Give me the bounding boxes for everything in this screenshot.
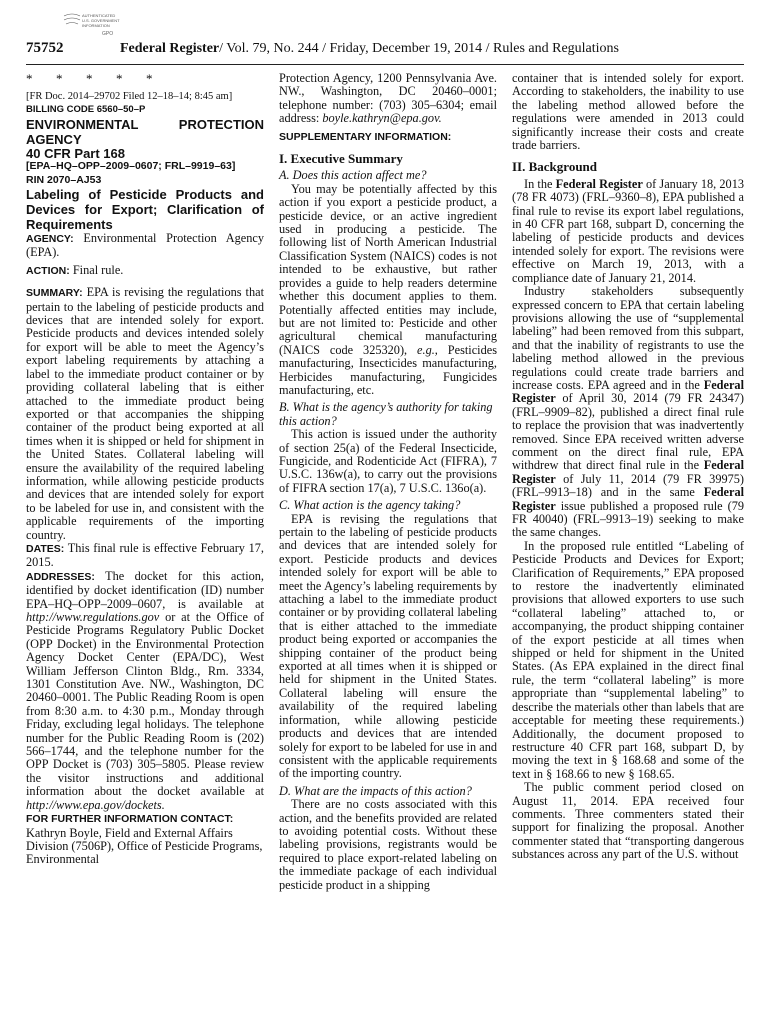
question-b: B. What is the agency’s authority for taking this action? xyxy=(279,400,493,428)
addresses-label: ADDRESSES: xyxy=(26,570,95,583)
paragraph-b: This action is issued under the authority of section 25(a) of the Federal Insecticide, Fungicide, and Rodenticide Act (FIFRA), 7 U.S.C. 136w(a), to carry out the provisions of FIFRA section 17(a), 7 U.S.C. 136o(a). xyxy=(279,427,497,495)
text: In the xyxy=(524,176,553,191)
docket-number: [EPA–HQ–OPP–2009–0607; FRL–9919–63] xyxy=(26,160,236,173)
agency-heading: ENVIRONMENTAL PROTECTION AGENCY xyxy=(26,116,264,147)
star: * xyxy=(86,71,93,86)
billing-code: BILLING CODE 6560–50–P xyxy=(26,104,146,116)
contact-text: Kathryn Boyle, Field and External Affairs Division (7506P), Office of Pesticide Programs, Environmental xyxy=(26,825,263,867)
question-a: A. Does this action affect me? xyxy=(279,168,427,183)
dates-text: This final rule is effective February 17, 2015. xyxy=(26,540,264,570)
gpo-seal-logo xyxy=(58,8,120,38)
paragraph-d: There are no costs associated with this action, and the benefits provided are related to avoiding potential costs. Without these labeling provisions, registrants would be required to place export-related labeling on the immediate package of each individual pesticide product in a shipping xyxy=(279,797,497,892)
action-line xyxy=(26,264,264,278)
dates-paragraph xyxy=(26,542,264,570)
federal-register-ref: Federal Register xyxy=(512,458,744,486)
background-paragraph-2 xyxy=(512,285,744,540)
star: * xyxy=(116,71,123,86)
federal-register-ref: Federal Register xyxy=(512,377,744,406)
summary-label: SUMMARY: xyxy=(26,287,83,300)
supplementary-label: SUPPLEMENTARY INFORMATION: xyxy=(279,130,452,143)
header-title xyxy=(120,41,619,57)
regulations-link[interactable]: http://www.regulations.gov xyxy=(26,610,160,624)
summary-paragraph xyxy=(26,286,264,542)
section-heading-background: II. Background xyxy=(512,159,598,175)
star: * xyxy=(26,71,33,86)
column-1 xyxy=(26,72,264,867)
paragraph-a-text: You may be potentially affected by this action if you export a pesticide product, a pesticide device, or an active ingredient used in producing a pesticide. The following list of North American Industrial Classification System (NAICS) codes is not intended to be exhaustive, but rather provides a guide to help readers determine whether this document applies to them. Potentially affected entities may include, but are not limited to: Pesticide and other agricultural chemical manufacturing (NAICS code 325320), xyxy=(279,181,497,357)
contact-label-line xyxy=(26,812,264,826)
eg-text: e.g., xyxy=(417,342,438,357)
addresses-text: The docket for this action, identified by docket identification (ID) number EPA–HQ–OPP–2009–0607, is available at xyxy=(26,568,264,611)
svg-text:AUTHENTICATED: AUTHENTICATED xyxy=(82,13,116,18)
section-heading-executive-summary: I. Executive Summary xyxy=(279,151,403,167)
federal-register-ref: Federal Register xyxy=(512,485,745,513)
text: Industry stakeholders subsequently expressed concern to EPA that certain labeling provisions allowing the use of “supplemental labeling” had been removed from this subpart, and that the inability of registrants to use the labeling method allowed in the previous regulations could create trade barriers and increase costs. EPA agreed and in the xyxy=(512,284,744,392)
column-2 xyxy=(279,72,497,892)
cfr-part: 40 CFR Part 168 xyxy=(26,145,125,161)
federal-register-ref: Federal Register xyxy=(555,176,643,191)
background-paragraph-4: The public comment period closed on August 11, 2014. EPA received four comments. Three commenters stated their support for finalizing the proposal. Another commenter stated that “transporting dangerous substances across any part of the U.S. without xyxy=(512,780,744,862)
summary-text: EPA is revising the regulations that pertain to the labeling of pesticide products and devices that are intended solely for export. Pesticide products and devices intended solely for export will be able to meet the Agency’s export labeling requirements by attaching a label to the immediate product container or by providing collateral labeling that is either attached to the immediate product being exported or that accompanies the shipping container of the product being exported at all times when it is shipped or held for shipment in the United States. Collateral labeling will ensure the availability of the required labeling information, while allowing pesticide products and devices that are intended solely for export to be labeled for use in, and consistent with the applicable requirements of the importing country. xyxy=(26,285,264,542)
text: of January 18, 2013 (78 FR 4073) (FRL–9360–8), EPA published a final rule to revise its export label regulations, in 40 CFR part 168, subpart D, concerning the labeling of pesticide products and devices intended solely for export. The revisions were effective on March 19, 2013, with a compliance date of January 21, 2014. xyxy=(512,176,744,285)
dockets-link[interactable]: http://www.epa.gov/dockets. xyxy=(26,797,165,812)
text: of April 30, 2014 (79 FR 24347) (FRL–9909–82), published a direct final rule to replace the provision that was inadvertently removed. Since EPA received written adverse comment on the direct final rule, EPA withdrew that direct final rule in the xyxy=(512,391,745,473)
section-separator xyxy=(26,72,264,85)
text: of July 11, 2014 (79 FR 39975) (FRL–9913–18) and in the same xyxy=(512,471,745,500)
dates-label: DATES: xyxy=(26,542,65,555)
background-paragraph-1 xyxy=(512,178,744,285)
addresses-paragraph xyxy=(26,570,264,812)
star: * xyxy=(56,71,63,86)
issue-details: / Vol. 79, No. 244 / Friday, December 19, 2014 / Rules and Regulations xyxy=(219,41,619,56)
email-link[interactable]: boyle.kathryn@epa.gov. xyxy=(322,111,442,126)
svg-text:U.S. GOVERNMENT: U.S. GOVERNMENT xyxy=(82,18,120,23)
agency-line xyxy=(26,232,264,260)
rin-number: RIN 2070–AJ53 xyxy=(26,173,102,186)
supplementary-label-line xyxy=(279,130,497,144)
contact-continued xyxy=(279,72,497,126)
paragraph-a xyxy=(279,183,497,398)
paragraph-continued: container that is intended solely for export. According to stakeholders, the inability to use the labeling method allowed before the regulations were amended in 2013 could significantly increase their costs and create trade barriers. xyxy=(512,71,744,153)
star: * xyxy=(146,71,153,86)
page-header xyxy=(26,40,746,60)
action-text: Final rule. xyxy=(72,262,124,277)
contact-label: FOR FURTHER INFORMATION CONTACT: xyxy=(26,813,234,826)
page-number: 75752 xyxy=(26,40,64,56)
svg-text:GPO: GPO xyxy=(102,31,114,37)
question-c: C. What action is the agency taking? xyxy=(279,498,461,513)
action-label: ACTION: xyxy=(26,264,70,277)
paragraph-a-end: Pesticides manufacturing, Insecticides manufacturing, Herbicides manufacturing, Fungicides manufacturing, etc. xyxy=(279,342,497,397)
question-d: D. What are the impacts of this action? xyxy=(279,783,472,798)
addresses-text-2: or at the Office of Pesticide Programs Regulatory Public Docket (OPP Docket) in the Environmental Protection Agency Docket Center (EPA/DC), West William Jefferson Clinton Bldg., Rm. 3334, 1301 Constitution Ave. NW., Washington, DC 20460–0001. The Public Reading Room is open from 8:30 a.m. to 4:30 p.m., Monday through Friday, excluding legal holidays. The telephone number for the Public Reading Room is (202) 566–1744, and the telephone number for the OPP Docket is (703) 305–5805. Please review the visitor instructions and additional information about the docket available at xyxy=(26,610,264,799)
agency-label: AGENCY: xyxy=(26,233,74,246)
paragraph-c: EPA is revising the regulations that pertain to the labeling of pesticide products and devices that are intended solely for export. Pesticide products and devices intended solely for export will be able to meet the Agency’s labeling requirements by attaching a label to the immediate product container or by providing collateral labeling that is either attached to the immediate product being exported or accompanies the shipping container of the product being exported at all times when it is shipped or held for shipment in the United States. Collateral labeling will ensure the availability of the required labeling information, while allowing pesticide products and devices that are intended solely for export to be labeled for use in and consistent with the applicable requirements of the importing country. xyxy=(279,511,497,781)
svg-text:INFORMATION: INFORMATION xyxy=(82,23,110,28)
agency-text: Environmental Protection Agency (EPA). xyxy=(26,231,265,260)
background-paragraph-3: In the proposed rule entitled “Labeling of Pesticide Products and Devices for Export; Clarification of Requirements,” EPA proposed to restore the inadvertently eliminated provisions that allowed exporters to use such “collateral labeling” attached to, or accompanying, the product shipping container of the export pesticide at all times when shipped or held for shipment in the United States. (As EPA explained in the direct final rule, the term “collateral labeling” is more appropriate than “supplemental labeling” to describe the materials other than labels that are acceptable for meeting these requirements.) Additionally, the document proposed to restructure 40 CFR part 168, subpart D, by moving the text in § 168.68 and some of the text in § 168.66 to new § 168.65. xyxy=(512,538,744,781)
contact-continued-text: Protection Agency, 1200 Pennsylvania Ave. NW., Washington, DC 20460–0001; telephone number: (703) 305–6304; email address: xyxy=(279,71,497,126)
column-3 xyxy=(512,72,744,862)
text: issue published a proposed rule (79 FR 40040) (FRL–9913–19) seeking to make the same changes. xyxy=(512,498,744,540)
publication-name: Federal Register xyxy=(120,41,220,56)
rule-title: Labeling of Pesticide Products and Devices for Export; Clarification of Requirements xyxy=(26,187,264,233)
header-rule xyxy=(26,64,744,65)
fr-doc-line: [FR Doc. 2014–29702 Filed 12–18–14; 8:45 am] xyxy=(26,91,233,103)
